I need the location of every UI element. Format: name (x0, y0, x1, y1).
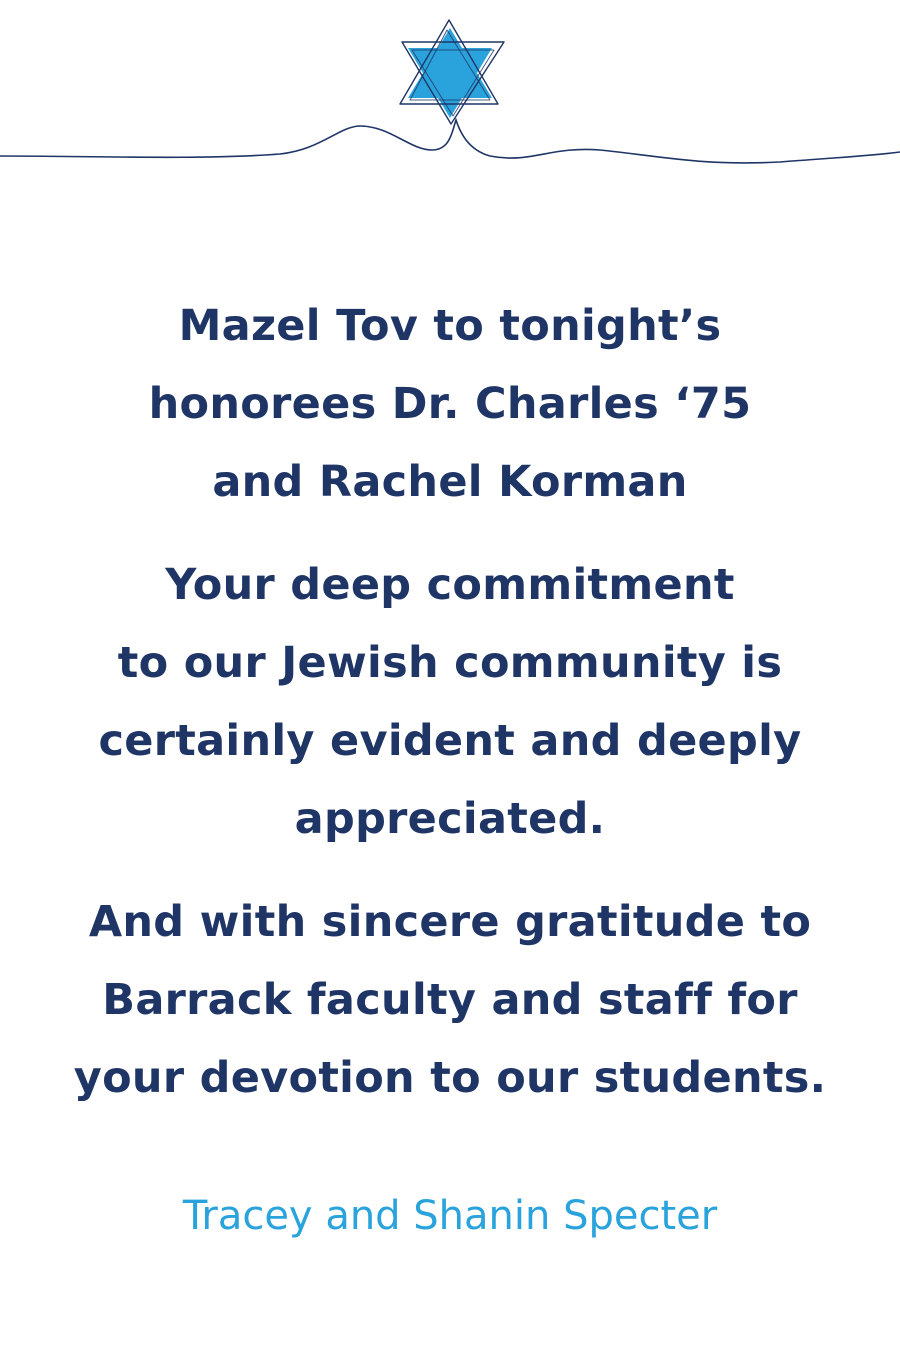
decorative-line (0, 120, 900, 163)
message-line: Mazel Tov to tonight’s (178, 301, 722, 351)
gratitude-message (0, 883, 900, 1117)
commitment-message (0, 546, 900, 858)
message-line: certainly evident and deeply (98, 716, 802, 766)
message-line: honorees Dr. Charles ‘75 (148, 379, 752, 429)
message-line: And with sincere gratitude to (88, 897, 812, 947)
message-line: your devotion to our students. (73, 1053, 827, 1103)
signature: Tracey and Shanin Specter (182, 1193, 718, 1239)
header-decoration (0, 0, 900, 200)
star-of-david-icon (400, 20, 504, 124)
message-line: to our Jewish community is (117, 638, 783, 688)
honorees-message (0, 287, 900, 521)
message-line: Barrack faculty and staff for (102, 975, 798, 1025)
message-line: Your deep commitment (165, 560, 735, 610)
message-line: and Rachel Korman (212, 457, 688, 507)
message-line: appreciated. (294, 794, 606, 844)
